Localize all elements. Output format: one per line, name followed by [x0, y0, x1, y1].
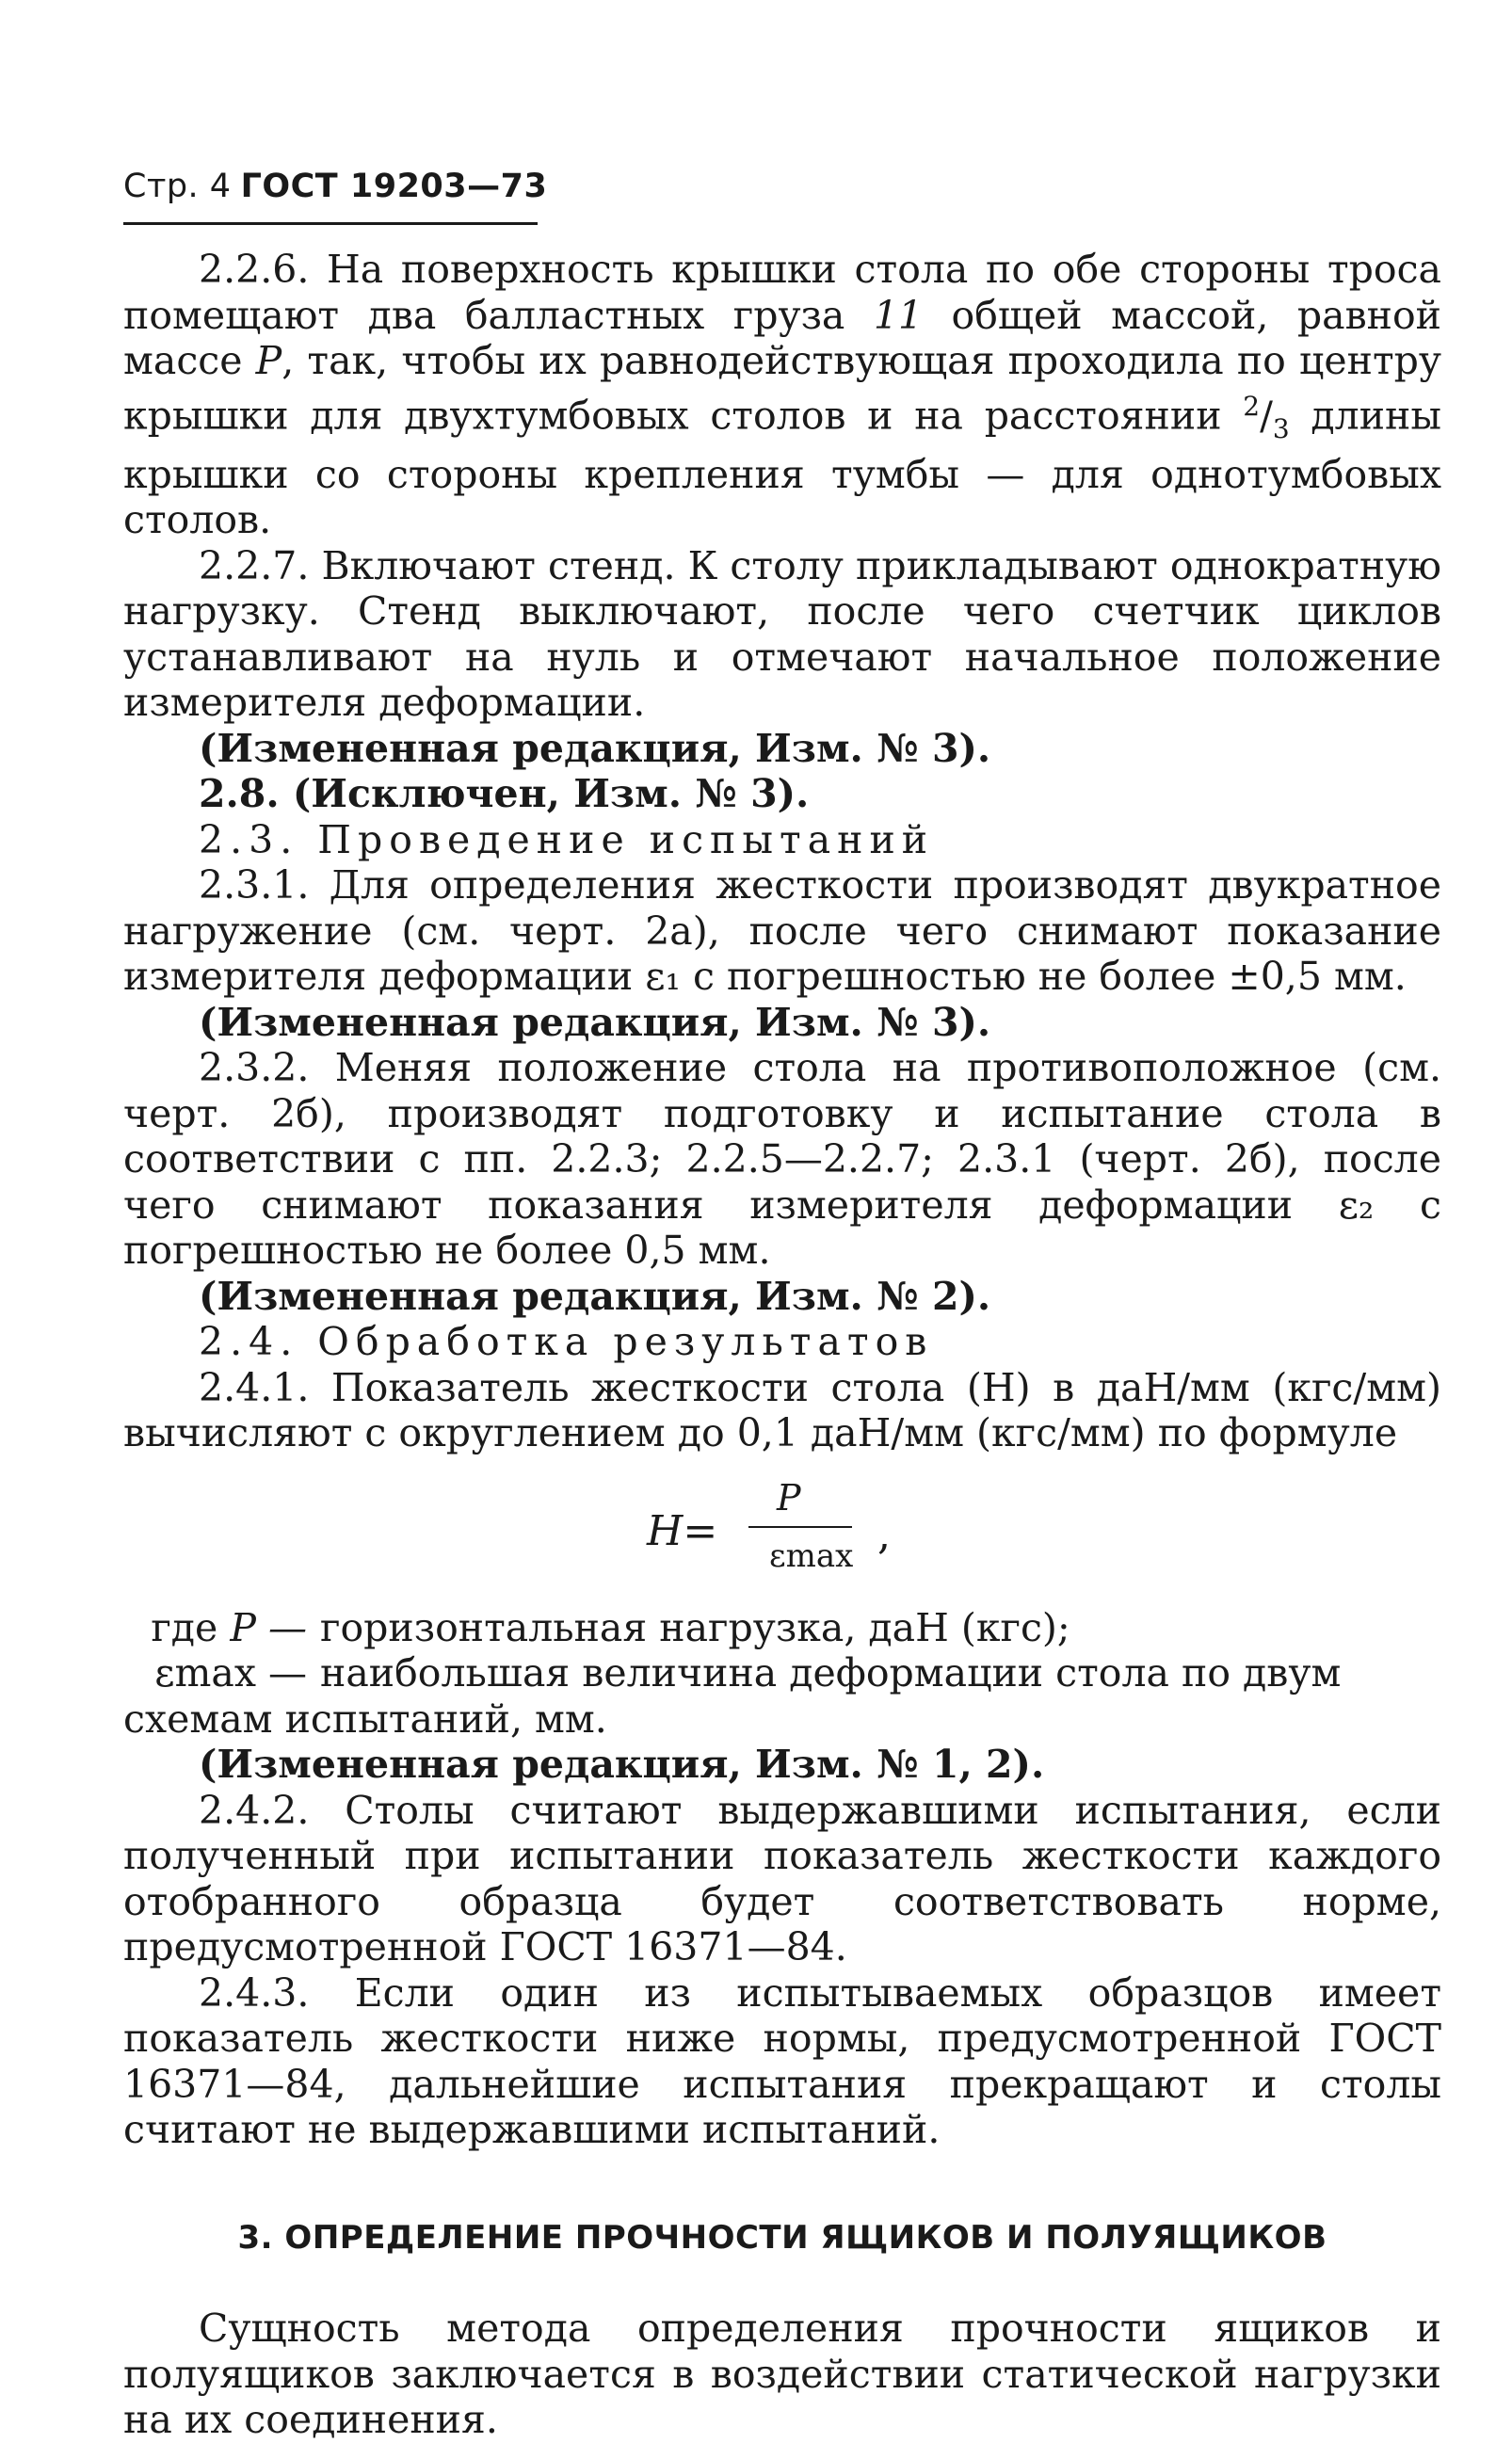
- edition-note: (Измененная редакция, Изм. № 3).: [199, 999, 991, 1045]
- header-rule: [123, 222, 538, 225]
- formula-numerator: P: [777, 1476, 801, 1519]
- paragraph-2-4-3: 2.4.3. Если один из испытываемых образцов имеет показатель жесткости ниже нормы, предусмотренной ГОСТ 16371—84, дальнейшие испытания прекращают и столы считают не выдержавшими испытаний.: [123, 1969, 1441, 2153]
- item-2-8: 2.8. (Исключен, Изм. № 3).: [199, 771, 810, 817]
- paragraph-2-2-6: 2.2.6. На поверхность крышки стола по обе стороны троса помещают два балластных груза 11 общей массой, равной массе P, так, чтобы их равнодействующая проходила по центру крышки для двухтумбовых столов и на расстоянии $^2/_3$ длины крышки со стороны крепления тумбы — для однотумбовых столов.: [123, 247, 1442, 543]
- formula-comma: ,: [877, 1510, 891, 1559]
- paragraph-2-4-2: 2.4.2. Столы считают выдержавшими испытания, если полученный при испытании показатель жесткости каждого отобранного образца будет соответствовать норме, предусмотренной ГОСТ 16371—84.: [123, 1787, 1441, 1970]
- subsection-heading-2-3: 2.3. Проведение испытаний: [199, 816, 935, 862]
- formula-lhs: H=: [647, 1506, 718, 1555]
- page-header: [123, 168, 547, 205]
- where-line-2: εmax — наибольшая величина деформации стола по двум схемам испытаний, мм.: [123, 1650, 1342, 1742]
- subsection-heading-2-4: 2.4. Обработка результатов: [199, 1319, 934, 1365]
- edition-note: (Измененная редакция, Изм. № 3).: [199, 725, 991, 771]
- page-label: Стр. 4: [123, 168, 232, 205]
- document-body: [123, 247, 1441, 2443]
- paragraph-2-2-7: 2.2.7. Включают стенд. К столу прикладывают однократную нагрузку. Стенд выключают, после чего счетчик циклов устанавливают на нуль и отмечают начальное положение измерителя деформации.: [123, 542, 1441, 726]
- where-line-1: где P — горизонтальная нагрузка, даН (кгс);: [151, 1604, 1070, 1650]
- paragraph-2-3-1: 2.3.1. Для определения жесткости производят двукратное нагружение (см. черт. 2а), после чего снимают показание измерителя деформации ε₁ с погрешностью не более ±0,5 мм.: [123, 862, 1441, 1000]
- formula-denominator: εmax: [769, 1536, 854, 1575]
- paragraph-2-4-1: 2.4.1. Показатель жесткости стола (Н) в даН/мм (кгс/мм) вычисляют с округлением до 0,1 даН/мм (кгс/мм) по формуле: [123, 1364, 1441, 1456]
- fraction-bar: [748, 1526, 852, 1528]
- standard-number: ГОСТ 19203—73: [240, 168, 548, 205]
- stiffness-formula: [123, 1475, 1441, 1588]
- edition-note: (Измененная редакция, Изм. № 1, 2).: [199, 1742, 1045, 1788]
- edition-note: (Измененная редакция, Изм. № 2).: [199, 1273, 991, 1319]
- paragraph-2-3-2: 2.3.2. Меняя положение стола на противоположное (см. черт. 2б), производят подготовку и испытание стола в соответствии с пп. 2.2.3; 2.2.5—2.2.7; 2.3.1 (черт. 2б), после чего снимают показания измерителя деформации ε₂ с погрешностью не более 0,5 мм.: [123, 1045, 1441, 1274]
- section-3-text: Сущность метода определения прочности ящиков и полуящиков заключается в воздействии статической нагрузки на их соединения.: [123, 2306, 1441, 2443]
- section-3-title: 3. ОПРЕДЕЛЕНИЕ ПРОЧНОСТИ ЯЩИКОВ И ПОЛУЯЩИКОВ: [237, 2218, 1327, 2257]
